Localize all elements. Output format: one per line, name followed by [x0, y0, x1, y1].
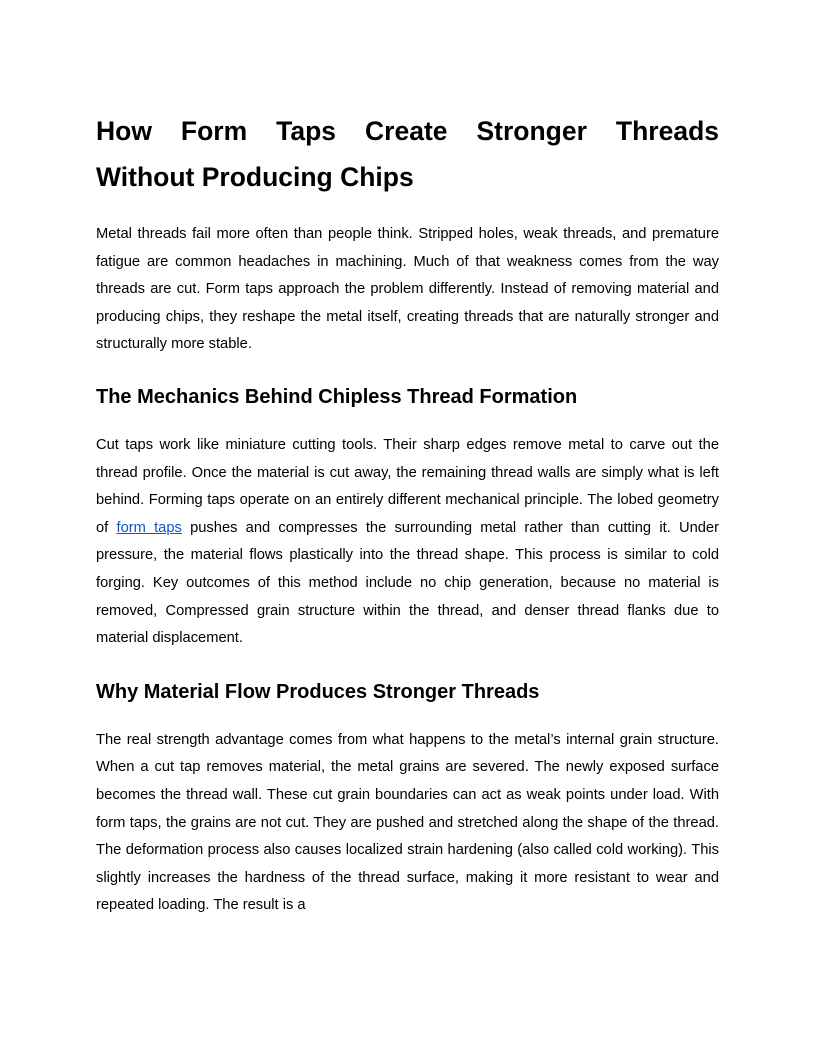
- material-flow-paragraph: The real strength advantage comes from what happens to the metal’s internal grain structure. When a cut tap removes material, the metal grains are severed. The newly exposed surface becomes the thread wall. These cut grain boundaries can act as weak points under load. With form taps, the grains are not cut. They are pushed and stretched along the shape of the thread. The deformation process also causes localized strain hardening (also called cold working). This slightly increases the hardness of the thread surface, making it more resistant to wear and repeated loading. The result is a: [96, 731, 719, 914]
- mechanics-text-before-link: Cut taps work like miniature cutting tools. Their sharp edges remove metal to carve out the thread profile. Once the material is cut away, the remaining thread walls are simply what is left behind. Forming taps operate on an entirely different mechanical principle. The lobed geometry of: [96, 436, 719, 536]
- section-heading-material-flow: Why Material Flow Produces Stronger Threads: [96, 680, 540, 703]
- document-page: [96, 108, 719, 920]
- page-title-line-2: Without Producing Chips: [96, 162, 414, 192]
- section-heading-mechanics: The Mechanics Behind Chipless Thread Formation: [96, 385, 578, 408]
- page-title: [96, 108, 719, 200]
- page-title-line-1: How Form Taps Create Stronger Threads: [96, 116, 719, 146]
- mechanics-text-after-link: pushes and compresses the surrounding metal rather than cutting it. Under pressure, the material flows plastically into the thread shape. This process is similar to cold forging. Key outcomes of this method include no chip generation, because no material is removed, Compressed grain structure within the thread, and denser thread flanks due to material displacement.: [96, 519, 719, 647]
- form-taps-link[interactable]: form taps: [116, 519, 182, 536]
- intro-paragraph: Metal threads fail more often than people think. Stripped holes, weak threads, and premature fatigue are common headaches in machining. Much of that weakness comes from the way threads are cut. Form taps approach the problem differently. Instead of removing material and producing chips, they reshape the metal itself, creating threads that are naturally stronger and structurally more stable.: [96, 226, 719, 353]
- mechanics-paragraph: [96, 432, 719, 653]
